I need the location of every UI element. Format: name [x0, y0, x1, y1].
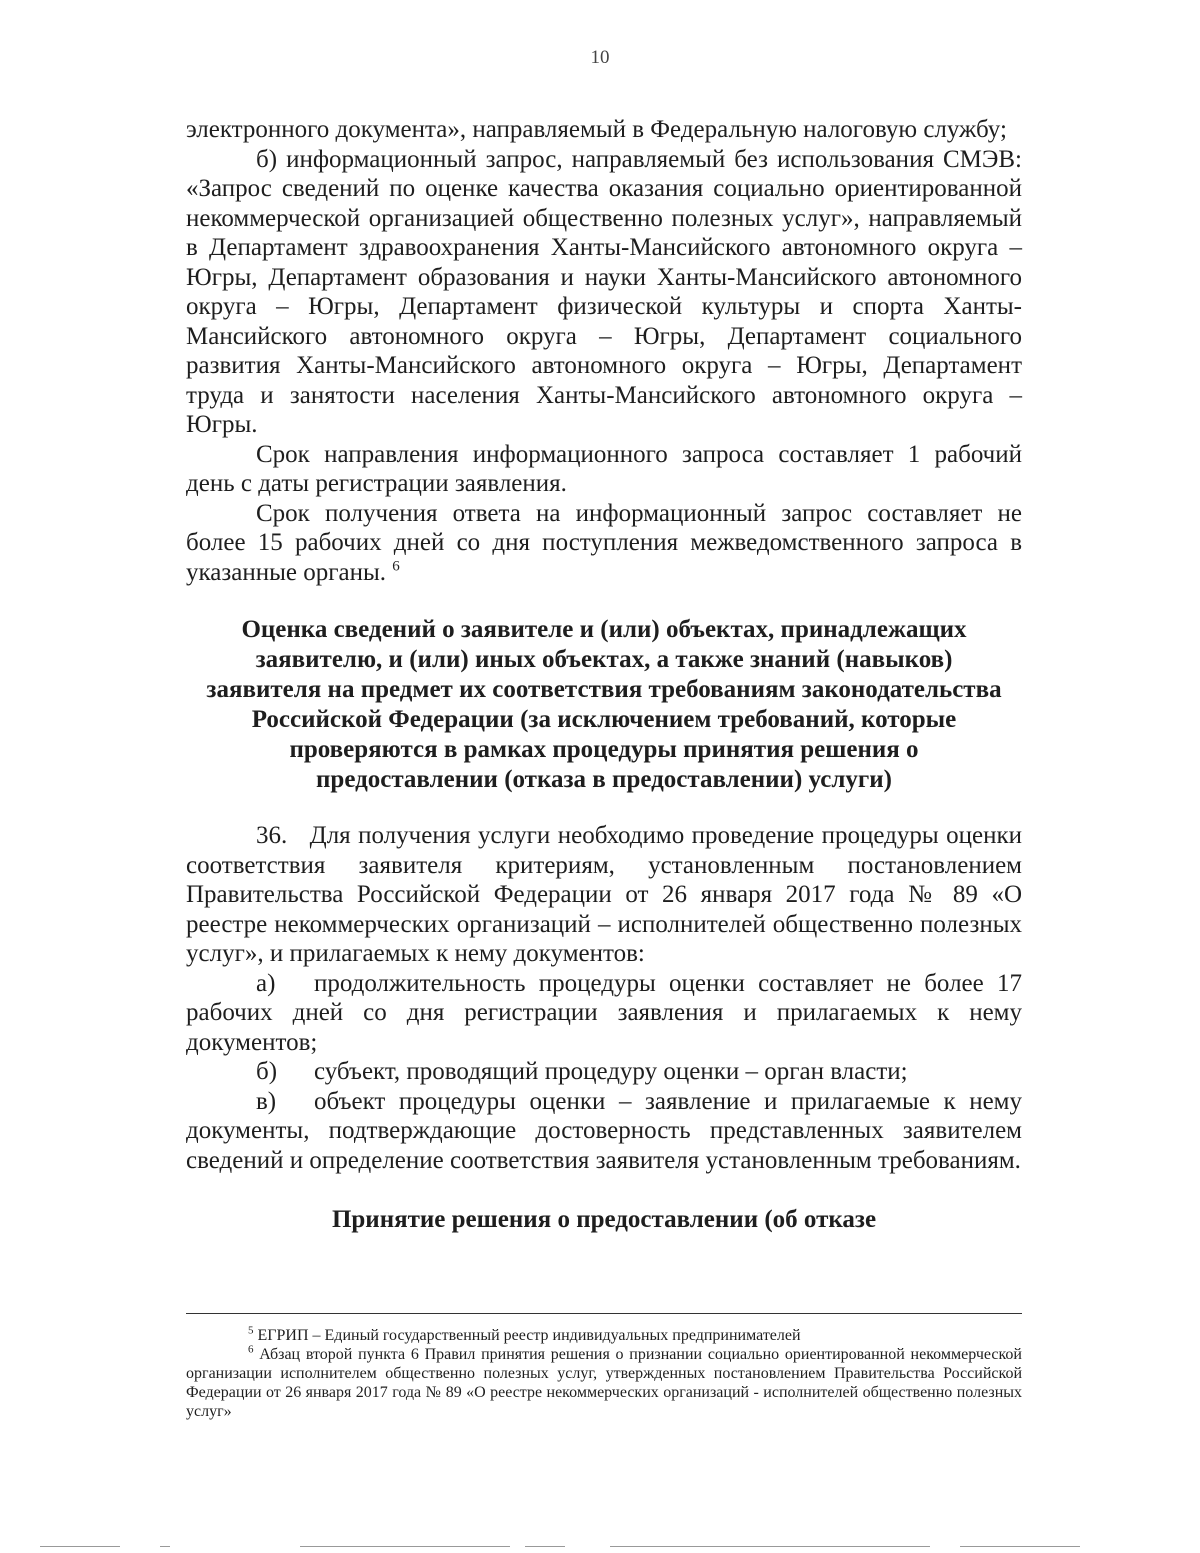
paragraph-information-request: б) информационный запрос, направляемый без использования СМЭВ: «Запрос сведений по оценке качества оказания социально ориентированной некоммерческой организацией общественно полезных услуг», направляемый в Департамент здравоохранения Ханты-Мансийского автономного округа – Югры, Департамент образования и науки Ханты-Мансийского автономного округа – Югры, Департамент физической культуры и спорта Ханты-Мансийского автономного округа – Югры, Департамент социального развития Ханты-Мансийского автономного округа – Югры, Департамент труда и занятости населения Ханты-Мансийского автономного округа – Югры. — [186, 145, 1022, 438]
footnotes — [186, 1326, 1022, 1421]
footnote-5-text: ЕГРИП – Единый государственный реестр индивидуальных предпринимателей — [257, 1327, 801, 1344]
subitem-a-marker: а) — [256, 969, 276, 997]
page-number: 10 — [590, 47, 610, 68]
footnote-5-mark: 5 — [248, 1324, 254, 1337]
section-heading-decision: Принятие решения о предоставлении (об отказе — [331, 1206, 877, 1233]
footnote-5 — [186, 1326, 1022, 1345]
footnote-6 — [186, 1345, 1022, 1421]
footnote-6-text: Абзац второй пункта 6 Правил принятия решения о признании социально ориентированной некоммерческой организации исполнителем общественно полезных услуг, утвержденных постановлением Правительства Российской Федерации от 26 января 2017 года № 89 «О реестре некоммерческих организаций - исполнителей общественно полезных услуг» — [186, 1346, 1022, 1420]
document-body — [186, 115, 1022, 1235]
item-36-text: Для получения услуги необходимо проведение процедуры оценки соответствия заявителя критериям, установленным постановлением Правительства Российской Федерации от 26 января 2017 года № 89 «О реестре некоммерческих организаций – исполнителей общественно полезных услуг», и прилагаемых к нему документов: — [186, 822, 1022, 967]
footnote-6-mark: 6 — [248, 1343, 254, 1356]
item-36 — [186, 821, 1022, 969]
paragraph-continuation: электронного документа», направляемый в Федеральную налоговую службу; — [186, 116, 1007, 143]
paragraph-response-deadline — [186, 499, 1022, 588]
paragraph-response-deadline-text: Срок получения ответа на информационный запрос составляет не более 15 рабочих дней со дня поступления межведомственного запроса в указанные органы. — [186, 499, 1022, 586]
subitem-b-marker: б) — [256, 1058, 278, 1085]
item-36-number: 36. — [256, 822, 288, 849]
subitem-v-text: объект процедуры оценки – заявление и прилагаемые к нему документы, подтверждающие достоверность представленных заявителем сведений и определение соответствия заявителя установленным требованиям. — [186, 1087, 1022, 1174]
subitem-b — [186, 1057, 1022, 1087]
subitem-v — [186, 1087, 1022, 1176]
subitem-b-text: субъект, проводящий процедуру оценки – орган власти; — [314, 1058, 908, 1085]
subitem-a — [186, 969, 1022, 1058]
footnote-divider — [186, 1313, 1022, 1314]
section-heading-evaluation: Оценка сведений о заявителе и (или) объектах, принадлежащих заявителю, и (или) иных объектах, а также знаний (навыков) заявителя на предмет их соответствия требованиям законодательства Российской Федерации (за исключением требований, которые проверяются в рамках процедуры принятия решения о предоставлении (отказа в предоставлении) услуги) — [206, 616, 1002, 793]
subitem-a-text: продолжительность процедуры оценки составляет не более 17 рабочих дней со дня регистрации заявления и прилагаемых к нему документов; — [186, 969, 1022, 1056]
subitem-v-marker: в) — [256, 1087, 277, 1115]
paragraph-request-deadline: Срок направления информационного запроса составляет 1 рабочий день с даты регистрации заявления. — [186, 440, 1022, 497]
scan-artifact-lines — [0, 1546, 1200, 1549]
footnote-ref-6: 6 — [392, 558, 400, 575]
